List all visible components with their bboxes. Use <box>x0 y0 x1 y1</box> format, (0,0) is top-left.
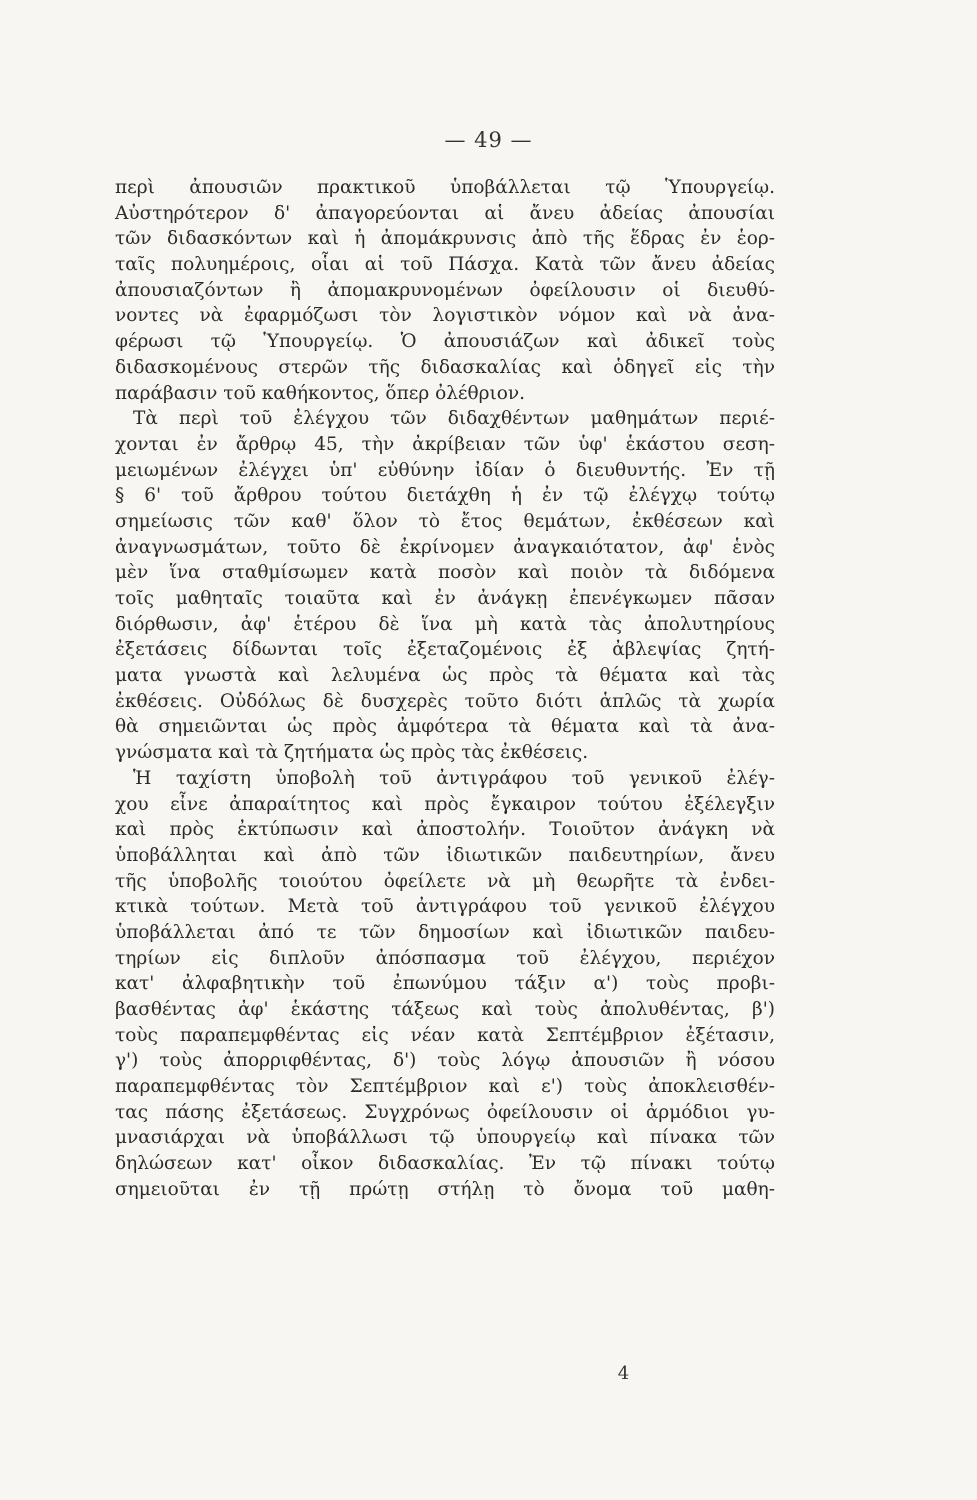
text-line: τῶν διδασκόντων καὶ ἡ ἀπομάκρυνσις ἀπὸ τῆς ἕδρας ἐν ἑορ- <box>115 228 775 250</box>
text-line: ματα γνωστὰ καὶ λελυμένα ὡς πρὸς τὰ θέματα καὶ τὰς <box>115 665 775 687</box>
text-line: γνώσματα καὶ τὰ ζητήματα ὡς πρὸς τὰς ἐκθέσεις. <box>115 742 589 764</box>
text-line: κτικὰ τούτων. Μετὰ τοῦ ἀντιγράφου τοῦ γενικοῦ ἐλέγχου <box>115 896 775 918</box>
text-line: ὑποβάλλεται ἀπό τε τῶν δημοσίων καὶ ἰδιωτικῶν παιδευ- <box>115 921 775 943</box>
text-line: ἐκθέσεις. Οὐδόλως δὲ δυσχερὲς τοῦτο διότι ἁπλῶς τὰ χωρία <box>115 690 775 712</box>
body-text <box>115 175 775 1203</box>
text-line: τηρίων εἰς διπλοῦν ἀπόσπασμα τοῦ ἐλέγχου, περιέχον <box>115 947 775 969</box>
text-line: μειωμένων ἐλέγχει ὑπ' εὐθύνην ἰδίαν ὁ διευθυντής. Ἐν τῇ <box>115 459 775 481</box>
text-line: βασθέντας ἀφ' ἑκάστης τάξεως καὶ τοὺς ἀπολυθέντας, β') <box>115 999 775 1020</box>
text-line: Ἡ ταχίστη ὑποβολὴ τοῦ ἀντιγράφου τοῦ γενικοῦ ἐλέγ- <box>133 767 775 789</box>
text-line: νοντες νὰ ἐφαρμόζωσι τὸν λογιστικὸν νόμον καὶ νὰ ἀνα- <box>115 305 775 327</box>
text-line: διόρθωσιν, ἀφ' ἑτέρου δὲ ἵνα μὴ κατὰ τὰς ἀπολυτηρίους <box>115 613 775 635</box>
text-line: φέρωσι τῷ Ὑπουργείῳ. Ὁ ἀπουσιάζων καὶ ἀδικεῖ τοὺς <box>115 331 775 353</box>
page-number-header: — 49 — <box>444 128 533 152</box>
text-line: Αὐστηρότερον δ' ἀπαγορεύονται αἱ ἄνευ ἀδείας ἀπουσίαι <box>115 202 775 224</box>
text-line: τας πάσης ἐξετάσεως. Συγχρόνως ὀφείλουσιν οἱ ἁρμόδιοι γυ- <box>115 1101 775 1123</box>
text-line: περὶ ἀπουσιῶν πρακτικοῦ ὑποβάλλεται τῷ Ὑπουργείῳ. <box>115 177 775 198</box>
text-line: μὲν ἵνα σταθμίσωμεν κατὰ ποσὸν καὶ ποιὸν τὰ διδόμενα <box>115 562 775 584</box>
text-line: καὶ πρὸς ἐκτύπωσιν καὶ ἀποστολήν. Τοιοῦτον ἀνάγκη νὰ <box>115 819 775 841</box>
text-line: ὑποβάλληται καὶ ἀπὸ τῶν ἰδιωτικῶν παιδευτηρίων, ἄνευ <box>115 844 775 866</box>
text-line: μνασιάρχαι νὰ ὑποβάλλωσι τῷ ὑπουργείῳ καὶ πίνακα τῶν <box>115 1127 775 1149</box>
text-line: Τὰ περὶ τοῦ ἐλέγχου τῶν διδαχθέντων μαθημάτων περιέ- <box>133 408 775 430</box>
signature-mark: 4 <box>617 1363 630 1384</box>
text-line: χονται ἐν ἄρθρῳ 45, τὴν ἀκρίβειαν τῶν ὑφ' ἑκάστου σεση- <box>115 433 775 455</box>
text-line: τοὺς παραπεμφθέντας εἰς νέαν κατὰ Σεπτέμβριον ἐξέτασιν, <box>115 1024 775 1046</box>
text-line: σημειοῦται ἐν τῇ πρώτῃ στήλῃ τὸ ὄνομα τοῦ μαθη- <box>115 1178 775 1200</box>
text-line: τῆς ὑποβολῆς τοιούτου ὀφείλετε νὰ μὴ θεωρῆτε τὰ ἐνδει- <box>115 870 775 892</box>
text-line: παραπεμφθέντας τὸν Σεπτέμβριον καὶ ε') τοὺς ἀποκλεισθέν- <box>115 1076 775 1098</box>
text-line: ταῖς πολυημέροις, οἷαι αἱ τοῦ Πάσχα. Κατὰ τῶν ἄνευ ἀδείας <box>115 254 775 276</box>
text-line: τοῖς μαθηταῖς τοιαῦτα καὶ ἐν ἀνάγκῃ ἐπενέγκωμεν πᾶσαν <box>115 588 775 609</box>
text-line: ἀναγνωσμάτων, τοῦτο δὲ ἐκρίνομεν ἀναγκαιότατον, ἀφ' ἑνὸς <box>115 536 775 558</box>
text-line: δηλώσεων κατ' οἶκον διδασκαλίας. Ἐν τῷ πίνακι τούτῳ <box>115 1153 775 1175</box>
text-line: θὰ σημειῶνται ὡς πρὸς ἀμφότερα τὰ θέματα καὶ τὰ ἀνα- <box>115 716 775 738</box>
text-line: § 6' τοῦ ἄρθρου τούτου διετάχθη ἡ ἐν τῷ ἐλέγχῳ τούτῳ <box>115 485 775 507</box>
text-line: παράβασιν τοῦ καθήκοντος, ὅπερ ὀλέθριον. <box>115 382 526 404</box>
text-line: διδασκομένους στερῶν τῆς διδασκαλίας καὶ ὁδηγεῖ εἰς τὴν <box>115 356 775 378</box>
text-line: σημείωσις τῶν καθ' ὅλον τὸ ἔτος θεμάτων, ἐκθέσεων καὶ <box>115 510 775 532</box>
text-line: χου εἶνε ἀπαραίτητος καὶ πρὸς ἔγκαιρον τούτου ἐξέλεγξιν <box>115 793 775 815</box>
text-line: ἀπουσιαζόντων ἢ ἀπομακρυνομένων ὀφείλουσιν οἱ διευθύ- <box>115 279 775 301</box>
text-line: γ') τοὺς ἀπορριφθέντας, δ') τοὺς λόγῳ ἀπουσιῶν ἢ νόσου <box>115 1050 775 1072</box>
text-line: ἐξετάσεις δίδωνται τοῖς ἐξεταζομένοις ἐξ ἀβλεψίας ζητή- <box>115 639 775 661</box>
text-line: κατ' ἀλφαβητικὴν τοῦ ἐπωνύμου τάξιν α') τοὺς προβι- <box>115 973 775 995</box>
